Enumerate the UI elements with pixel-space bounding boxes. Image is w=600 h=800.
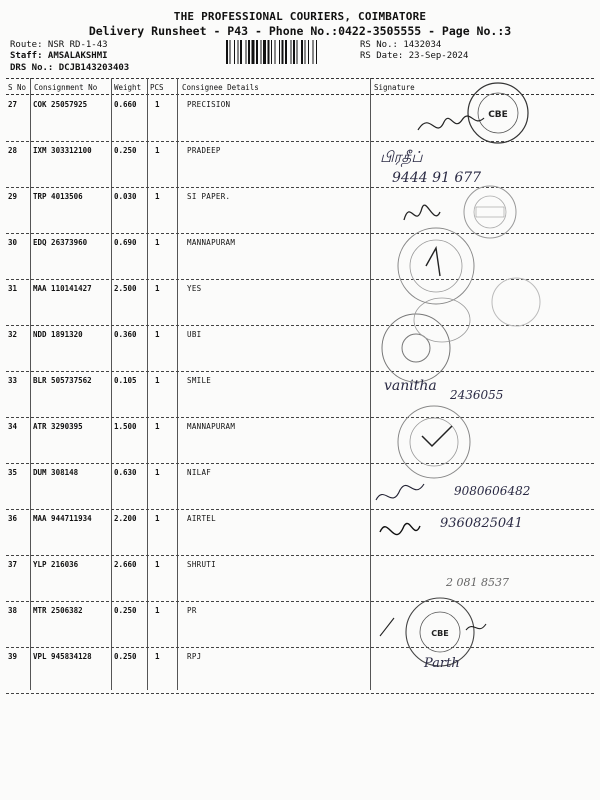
handwritten-name: Parth — [424, 656, 460, 671]
branch-stamp — [398, 406, 470, 478]
row-consignment: BLR 505737562 — [33, 376, 92, 385]
signature-stroke — [404, 205, 440, 220]
signature-stroke — [376, 484, 424, 500]
signature-stroke — [426, 248, 440, 276]
rs-date: RS Date: 23-Sep-2024 — [360, 51, 469, 61]
handwritten-phone: 9444 91 677 — [392, 170, 482, 186]
row-weight: 0.690 — [114, 238, 137, 247]
company-stamp — [464, 186, 516, 238]
col-consignee-header: Consignee Details — [182, 83, 259, 92]
row-sno: 32 — [8, 330, 18, 339]
svg-text:CBE: CBE — [431, 629, 449, 638]
row-pcs: 1 — [155, 192, 160, 201]
row-pcs: 1 — [155, 514, 160, 523]
row-weight: 1.500 — [114, 422, 137, 431]
handwritten-phone: 2 081 8537 — [446, 576, 509, 589]
row-consignment: MAA 944711934 — [33, 514, 92, 523]
signature-stroke — [380, 523, 420, 534]
faint-stamp — [492, 278, 540, 326]
row-sno: 30 — [8, 238, 18, 247]
handwritten-phone: 9080606482 — [454, 484, 531, 498]
row-pcs: 1 — [155, 330, 160, 339]
row-consignment: NDD 1891320 — [33, 330, 83, 339]
col-weight-header: Weight — [114, 83, 142, 92]
row-consignment: IXM 303312100 — [33, 146, 92, 155]
row-consignment: VPL 945834128 — [33, 652, 92, 661]
row-pcs: 1 — [155, 376, 160, 385]
row-sno: 38 — [8, 606, 18, 615]
col-signature-header: Signature — [374, 83, 415, 92]
branch-stamp — [398, 228, 474, 304]
row-sno: 37 — [8, 560, 18, 569]
row-pcs: 1 — [155, 100, 160, 109]
row-sno: 36 — [8, 514, 18, 523]
handwritten-name: vanitha — [384, 378, 437, 394]
row-weight: 0.660 — [114, 100, 137, 109]
row-consignment: COK 25057925 — [33, 100, 88, 109]
handwritten-phone: 2436055 — [450, 388, 504, 402]
col-sno-header: S No — [8, 83, 27, 92]
row-consignee: AIRTEL — [187, 514, 216, 523]
row-weight: 0.250 — [114, 652, 137, 661]
row-pcs: 1 — [155, 284, 160, 293]
row-consignment: EDQ 26373960 — [33, 238, 88, 247]
rs-number: RS No.: 1432034 — [360, 40, 442, 50]
handwritten-phone: 9360825041 — [440, 516, 523, 531]
row-pcs: 1 — [155, 606, 160, 615]
header-divider-top — [6, 78, 594, 79]
row-consignment: MAA 110141427 — [33, 284, 92, 293]
row-sno: 29 — [8, 192, 18, 201]
staff-label: Staff: AMSALAKSHMI — [10, 51, 108, 61]
row-sno: 28 — [8, 146, 18, 155]
row-pcs: 1 — [155, 146, 160, 155]
row-consignment: ATR 3290395 — [33, 422, 83, 431]
row-pcs: 1 — [155, 652, 160, 661]
row-weight: 0.105 — [114, 376, 137, 385]
col-consignment-header: Consignment No — [34, 83, 98, 92]
row-consignment: TRP 4013506 — [33, 192, 83, 201]
route-label: Route: NSR RD-1-43 — [10, 40, 108, 50]
row-consignee: YES — [187, 284, 202, 293]
signature-stroke — [418, 116, 484, 130]
row-consignment: YLP 216036 — [33, 560, 79, 569]
signature-stroke — [422, 426, 452, 446]
row-consignee: UBI — [187, 330, 202, 339]
row-weight: 0.360 — [114, 330, 137, 339]
row-consignment: MTR 2506382 — [33, 606, 83, 615]
handwritten-name: பிரதீப் — [380, 148, 423, 166]
row-pcs: 1 — [155, 422, 160, 431]
row-consignee: SHRUTI — [187, 560, 216, 569]
drs-label: DRS No.: DCJB143203403 — [10, 63, 130, 73]
row-pcs: 1 — [155, 560, 160, 569]
row-consignee: MANNAPURAM — [187, 422, 236, 431]
row-consignee: PRECISION — [187, 100, 231, 109]
row-consignee: PR — [187, 606, 197, 615]
row-consignee: SMILE — [187, 376, 212, 385]
row-sno: 35 — [8, 468, 18, 477]
row-sno: 34 — [8, 422, 18, 431]
row-consignee: RPJ — [187, 652, 202, 661]
company-title: THE PROFESSIONAL COURIERS, COIMBATORE — [173, 10, 427, 23]
row-pcs: 1 — [155, 238, 160, 247]
company-stamp — [468, 83, 528, 143]
row-weight: 2.660 — [114, 560, 137, 569]
row-weight: 2.500 — [114, 284, 137, 293]
row-weight: 0.630 — [114, 468, 137, 477]
row-sno: 27 — [8, 100, 18, 109]
row-weight: 0.250 — [114, 146, 137, 155]
row-weight: 0.030 — [114, 192, 137, 201]
row-pcs: 1 — [155, 468, 160, 477]
row-consignee: NILAF — [187, 468, 212, 477]
runsheet-subtitle: Delivery Runsheet - P43 - Phone No.:0422-3505555 - Page No.:3 — [88, 24, 512, 38]
row-sno: 33 — [8, 376, 18, 385]
row-sno: 31 — [8, 284, 18, 293]
row-consignment: DUM 308148 — [33, 468, 79, 477]
row-sno: 39 — [8, 652, 18, 661]
row-consignee: PRADEEP — [187, 146, 221, 155]
row-weight: 2.200 — [114, 514, 137, 523]
row-weight: 0.250 — [114, 606, 137, 615]
bank-stamp — [382, 298, 470, 382]
row-consignee: MANNAPURAM — [187, 238, 236, 247]
col-pcs-header: PCS — [150, 83, 164, 92]
svg-text:CBE: CBE — [488, 110, 508, 120]
row-consignee: SI PAPER. — [187, 192, 231, 201]
barcode-image — [226, 40, 352, 64]
